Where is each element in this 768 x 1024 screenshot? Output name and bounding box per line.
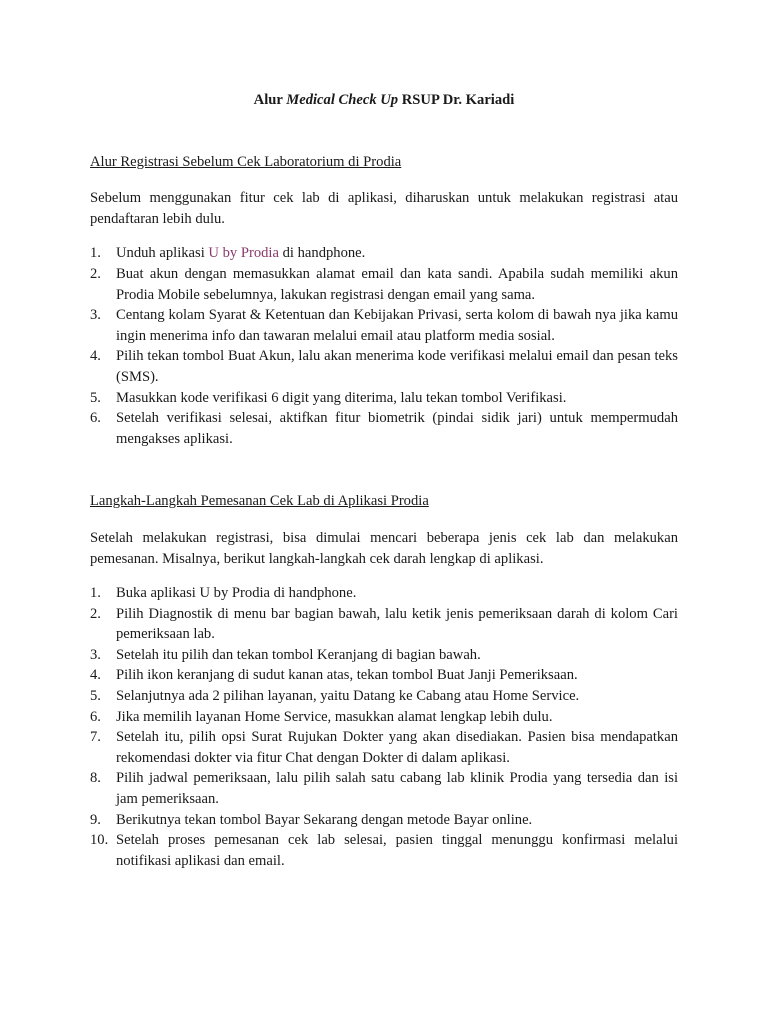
list-item-number: 7.	[90, 729, 101, 746]
list-item-number: 8.	[90, 770, 101, 787]
list-item	[90, 686, 678, 707]
list-item-text: Buat akun dengan memasukkan alamat email dan kata sandi. Apabila sudah memiliki akun Prodia Mobile sebelumnya, lakukan registrasi dengan email yang sama.	[116, 265, 678, 303]
list-item	[90, 768, 678, 809]
ordering-steps-list	[90, 583, 678, 871]
list-item	[90, 583, 678, 604]
list-item-text: Berikutnya tekan tombol Bayar Sekarang dengan metode Bayar online.	[116, 811, 533, 828]
list-item-number: 5.	[90, 688, 101, 705]
list-item	[90, 305, 678, 346]
section-spacer	[90, 449, 678, 491]
list-item-text: Centang kolam Syarat & Ketentuan dan Kebijakan Privasi, serta kolom di bawah nya jika kamu ingin menerima info dan tawaran melalui email atau platform media sosial.	[116, 307, 678, 344]
title-text-pre: Alur	[253, 92, 287, 108]
list-item-text: Unduh aplikasi	[116, 245, 209, 262]
list-item-text: Setelah proses pemesanan cek lab selesai, pasien tinggal menunggu konfirmasi melalui notifikasi aplikasi dan email.	[116, 832, 678, 869]
list-item-text: Setelah itu, pilih opsi Surat Rujukan Dokter yang akan disediakan. Pasien bisa mendapatkan rekomendasi dokter via fitur Chat dengan Dokter di dalam aplikasi.	[116, 729, 678, 766]
list-item	[90, 243, 678, 264]
registration-steps-list	[90, 243, 678, 449]
list-item-number: 1.	[90, 585, 101, 602]
list-item	[90, 707, 678, 728]
list-item	[90, 604, 678, 645]
list-item-number: 4.	[90, 667, 101, 684]
section-heading-pemesanan: Langkah-Langkah Pemesanan Cek Lab di Aplikasi Prodia	[90, 493, 429, 510]
list-item-text: Buka aplikasi U by Prodia di handphone.	[116, 585, 357, 602]
title-text-post: RSUP Dr. Kariadi	[398, 92, 515, 108]
list-item-text: Setelah verifikasi selesai, aktifkan fitur biometrik (pindai sidik jari) untuk mempermudah mengakses aplikasi.	[116, 410, 678, 447]
list-item	[90, 810, 678, 831]
list-item-text: Pilih ikon keranjang di sudut kanan atas, tekan tombol Buat Janji Pemeriksaan.	[116, 667, 578, 684]
list-item-text: Selanjutnya ada 2 pilihan layanan, yaitu Datang ke Cabang atau Home Service.	[116, 688, 580, 705]
list-item-number: 9.	[90, 811, 101, 828]
list-item-text: Pilih tekan tombol Buat Akun, lalu akan menerima kode verifikasi melalui email dan pesan teks (SMS).	[116, 348, 678, 385]
app-link[interactable]: U by Prodia	[208, 245, 279, 262]
list-item-text: di handphone.	[278, 245, 366, 262]
list-item	[90, 645, 678, 666]
list-item-text: Jika memilih layanan Home Service, masukkan alamat lengkap lebih dulu.	[116, 708, 553, 725]
list-item-number: 2.	[90, 265, 101, 282]
list-item	[90, 830, 678, 871]
section-heading-registrasi: Alur Registrasi Sebelum Cek Laboratorium di Prodia	[90, 153, 402, 170]
list-item	[90, 264, 678, 305]
list-item-number: 5.	[90, 389, 101, 406]
list-item-number: 6.	[90, 410, 101, 427]
list-item	[90, 408, 678, 449]
list-item-text: Pilih Diagnostik di menu bar bagian bawah, lalu ketik jenis pemeriksaan darah di kolom Cari pemeriksaan lab.	[116, 605, 678, 643]
list-item	[90, 665, 678, 686]
list-item-number: 6.	[90, 708, 101, 725]
section-intro-registrasi: Sebelum menggunakan fitur cek lab di aplikasi, diharuskan untuk melakukan registrasi atau pendaftaran lebih dulu.	[90, 190, 678, 227]
list-item	[90, 388, 678, 409]
list-item-number: 1.	[90, 245, 101, 262]
list-item-number: 2.	[90, 605, 101, 622]
page-title	[90, 90, 678, 111]
list-item-text: Pilih jadwal pemeriksaan, lalu pilih salah satu cabang lab klinik Prodia yang tersedia dan isi jam pemeriksaan.	[116, 770, 678, 808]
document-page	[90, 90, 678, 871]
list-item-number: 3.	[90, 646, 101, 663]
list-item-text: Masukkan kode verifikasi 6 digit yang diterima, lalu tekan tombol Verifikasi.	[116, 389, 567, 406]
list-item-text: Setelah itu pilih dan tekan tombol Keranjang di bagian bawah.	[116, 646, 481, 663]
list-item-number: 4.	[90, 348, 101, 365]
title-text-italic: Medical Check Up	[286, 92, 399, 108]
list-item-number: 3.	[90, 307, 101, 324]
list-item-number: 10.	[90, 832, 109, 849]
list-item	[90, 727, 678, 768]
section-intro-pemesanan: Setelah melakukan registrasi, bisa dimulai mencari beberapa jenis cek lab dan melakukan pemesanan. Misalnya, berikut langkah-langkah cek darah lengkap di aplikasi.	[90, 529, 678, 567]
list-item	[90, 346, 678, 387]
